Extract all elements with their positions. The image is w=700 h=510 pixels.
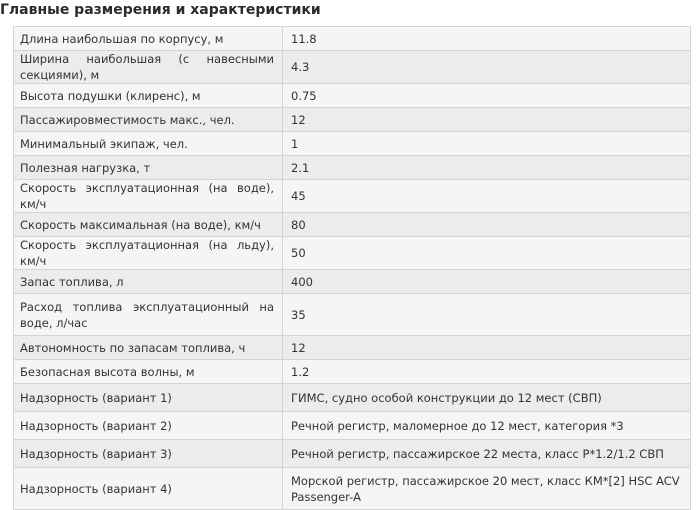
spec-value: ГИМС, судно особой конструкции до 12 мест (СВП)	[283, 384, 691, 412]
table-row	[14, 51, 691, 84]
spec-label: Скорость максимальная (на воде), км/ч	[14, 213, 283, 237]
spec-label: Автономность по запасам топлива, ч	[14, 336, 283, 360]
table-row	[14, 440, 691, 468]
spec-value: 1.2	[283, 360, 691, 384]
table-row	[14, 468, 691, 510]
spec-label: Ширина наибольшая (с навесными секциями), м	[14, 51, 283, 84]
spec-value: 1	[283, 132, 691, 156]
table-row	[14, 180, 691, 213]
table-row	[14, 108, 691, 132]
spec-value: 400	[283, 270, 691, 294]
spec-value: Речной регистр, маломерное до 12 мест, категория *3	[283, 412, 691, 440]
spec-label: Надзорность (вариант 1)	[14, 384, 283, 412]
spec-label: Надзорность (вариант 2)	[14, 412, 283, 440]
spec-value: 12	[283, 336, 691, 360]
spec-value: 45	[283, 180, 691, 213]
table-row	[14, 412, 691, 440]
table-row	[14, 213, 691, 237]
spec-label: Минимальный экипаж, чел.	[14, 132, 283, 156]
section-heading: Главные размерения и характеристики	[0, 2, 321, 18]
table-row	[14, 132, 691, 156]
table-row	[14, 294, 691, 336]
spec-value: 12	[283, 108, 691, 132]
spec-value: 11.8	[283, 27, 691, 51]
spec-value: 50	[283, 237, 691, 270]
table-row	[14, 156, 691, 180]
spec-value: 35	[283, 294, 691, 336]
spec-value: 4.3	[283, 51, 691, 84]
spec-label: Скорость эксплуатационная (на льду), км/ч	[14, 237, 283, 270]
spec-label: Полезная нагрузка, т	[14, 156, 283, 180]
spec-value: Морской регистр, пассажирское 20 мест, класс КМ*[2] HSC ACV Passenger-A	[283, 468, 691, 510]
spec-label: Надзорность (вариант 3)	[14, 440, 283, 468]
specs-table	[13, 26, 691, 510]
spec-value: 2.1	[283, 156, 691, 180]
table-row	[14, 384, 691, 412]
spec-label: Скорость эксплуатационная (на воде), км/ч	[14, 180, 283, 213]
spec-label: Пассажировместимость макс., чел.	[14, 108, 283, 132]
spec-label: Длина наибольшая по корпусу, м	[14, 27, 283, 51]
spec-label: Запас топлива, л	[14, 270, 283, 294]
spec-value: Речной регистр, пассажирское 22 места, класс Р*1.2/1.2 СВП	[283, 440, 691, 468]
table-row	[14, 336, 691, 360]
table-row	[14, 360, 691, 384]
table-row	[14, 84, 691, 108]
spec-label: Высота подушки (клиренс), м	[14, 84, 283, 108]
table-row	[14, 27, 691, 51]
table-row	[14, 237, 691, 270]
spec-value: 80	[283, 213, 691, 237]
spec-value: 0.75	[283, 84, 691, 108]
spec-label: Безопасная высота волны, м	[14, 360, 283, 384]
table-row	[14, 270, 691, 294]
spec-label: Надзорность (вариант 4)	[14, 468, 283, 510]
spec-label: Расход топлива эксплуатационный на воде, л/час	[14, 294, 283, 336]
